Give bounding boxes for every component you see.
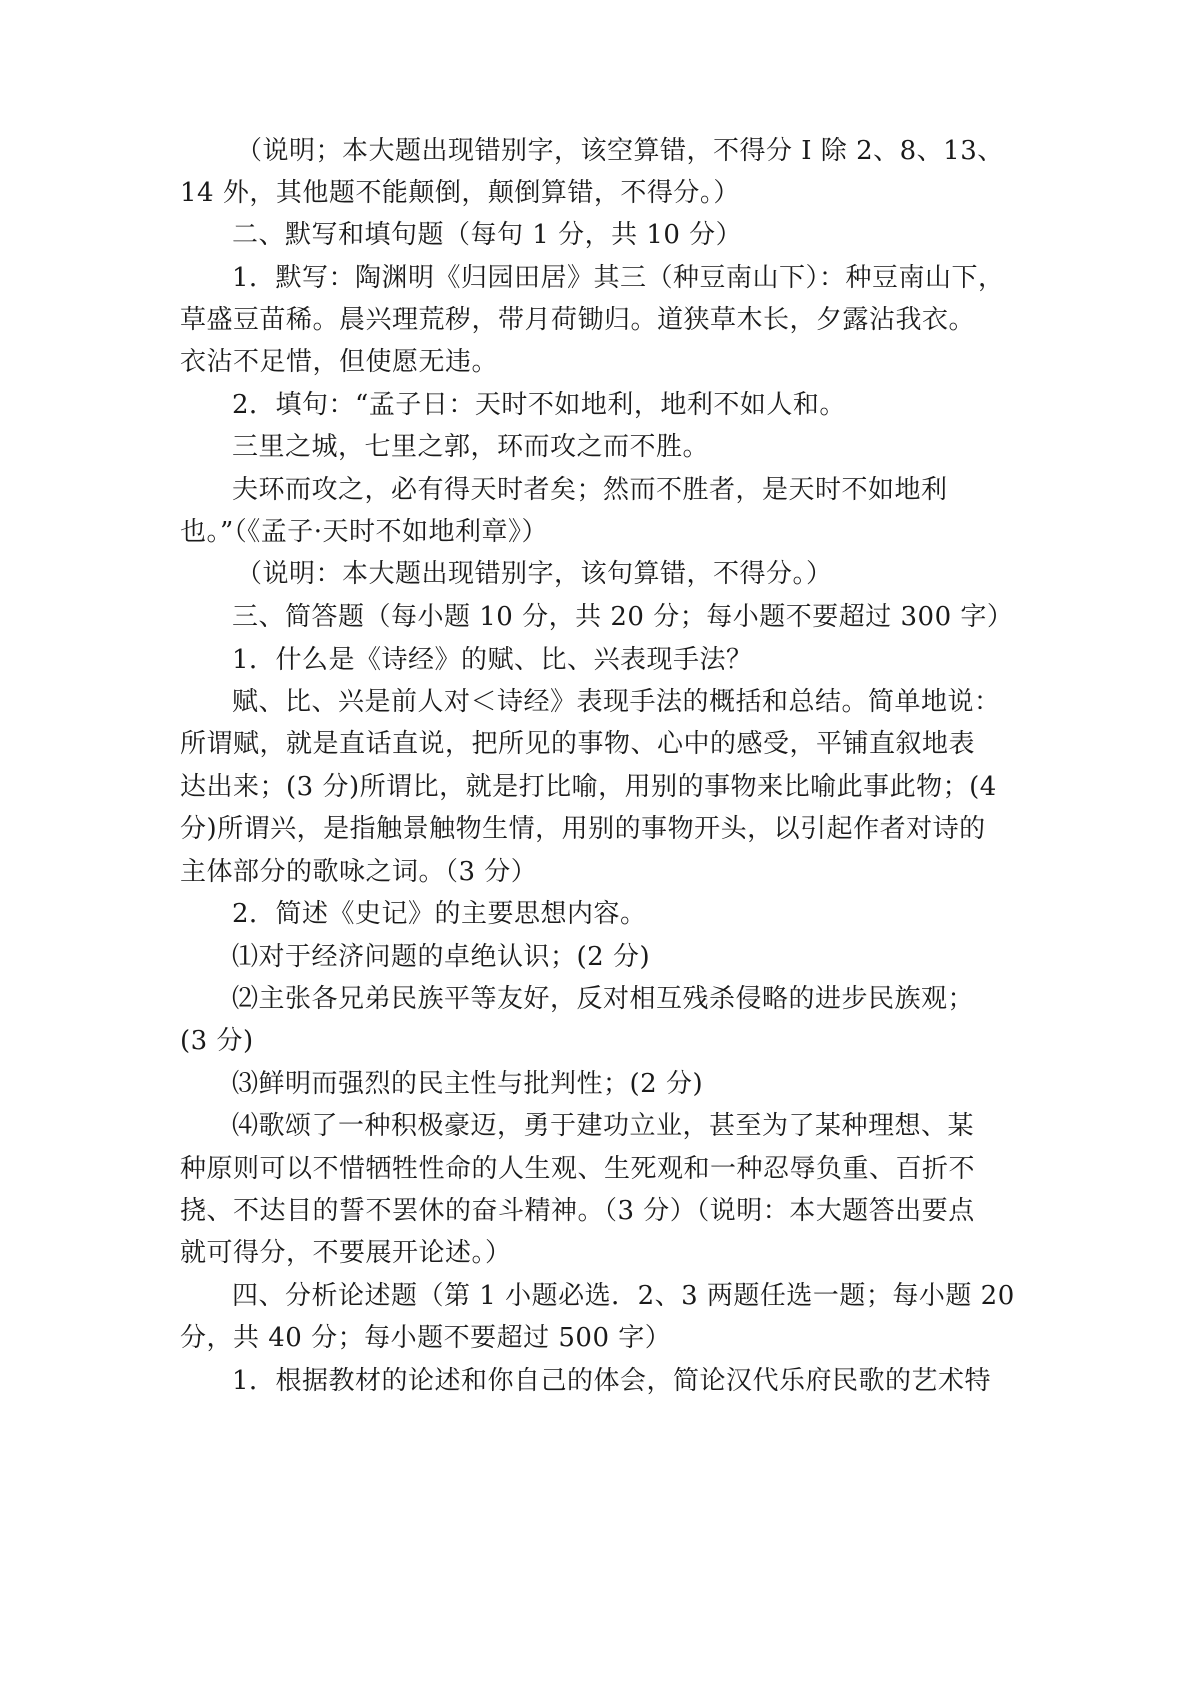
text-line: 14 外，其他题不能颠倒，颠倒算错，不得分。） xyxy=(180,178,740,208)
section-heading: 三、简答题（每小题 10 分，共 20 分；每小题不要超过 300 字） xyxy=(232,602,1014,632)
text-line: 衣沾不足惜，但使愿无违。 xyxy=(180,347,499,377)
text-line: 草盛豆苗稀。晨兴理荒秽，带月荷锄归。道狭草木长，夕露沾我衣。 xyxy=(180,305,976,335)
text-line: 分，共 40 分；每小题不要超过 500 字） xyxy=(180,1323,672,1353)
text-line: 种原则可以不惜牺牲性命的人生观、生死观和一种忍辱负重、百折不 xyxy=(180,1154,976,1184)
text-line: ⑴对于经济问题的卓绝认识；(2 分) xyxy=(232,942,651,972)
text-line: ⑶鲜明而强烈的民主性与批判性；(2 分) xyxy=(232,1069,704,1099)
text-line: 2．填句：“孟子日：天时不如地利，地利不如人和。 xyxy=(232,390,846,420)
text-line: 主体部分的歌咏之词。（3 分） xyxy=(180,857,538,887)
text-line: 1．默写：陶渊明《归园田居》其三（种豆南山下）：种豆南山下， xyxy=(232,263,1005,293)
text-line: 达出来；(3 分)所谓比，就是打比喻，用别的事物来比喻此事此物；(4 xyxy=(180,772,997,802)
text-line: 就可得分，不要展开论述。） xyxy=(180,1238,512,1268)
section-heading: 二、默写和填句题（每句 1 分，共 10 分） xyxy=(232,220,743,250)
text-line: 夫环而攻之，必有得天时者矣；然而不胜者，是天时不如地利 xyxy=(232,475,948,505)
section-heading: 四、分析论述题（第 1 小题必选．2、3 两题任选一题；每小题 20 xyxy=(232,1281,1015,1311)
text-line: 分)所谓兴，是指触景触物生情，用别的事物开头，以引起作者对诗的 xyxy=(180,814,986,844)
text-line: （说明：本大题出现错别字，该句算错，不得分。） xyxy=(236,559,833,589)
text-line: ⑵主张各兄弟民族平等友好，反对相互残杀侵略的进步民族观； xyxy=(232,984,975,1014)
text-line: 三里之城，七里之郭，环而攻之而不胜。 xyxy=(232,432,710,462)
text-line: 赋、比、兴是前人对＜诗经》表现手法的概括和总结。简单地说： xyxy=(232,687,1001,717)
question-line: 1．什么是《诗经》的赋、比、兴表现手法？ xyxy=(232,645,753,675)
text-line: (3 分) xyxy=(180,1026,254,1056)
text-line: 也。”（《孟子·天时不如地利章》） xyxy=(180,517,549,547)
text-line: ⑷歌颂了一种积极豪迈，勇于建功立业，甚至为了某种理想、某 xyxy=(232,1111,975,1141)
question-line: 1．根据教材的论述和你自己的体会，简论汉代乐府民歌的艺术特 xyxy=(232,1366,992,1396)
text-line: 挠、不达目的誓不罢休的奋斗精神。（3 分）（说明：本大题答出要点 xyxy=(180,1196,975,1226)
text-line: （说明；本大题出现错别字，该空算错，不得分 I 除 2、8、13、 xyxy=(236,136,1004,166)
question-line: 2．简述《史记》的主要思想内容。 xyxy=(232,899,647,929)
text-line: 所谓赋，就是直话直说，把所见的事物、心中的感受，平铺直叙地表 xyxy=(180,729,976,759)
